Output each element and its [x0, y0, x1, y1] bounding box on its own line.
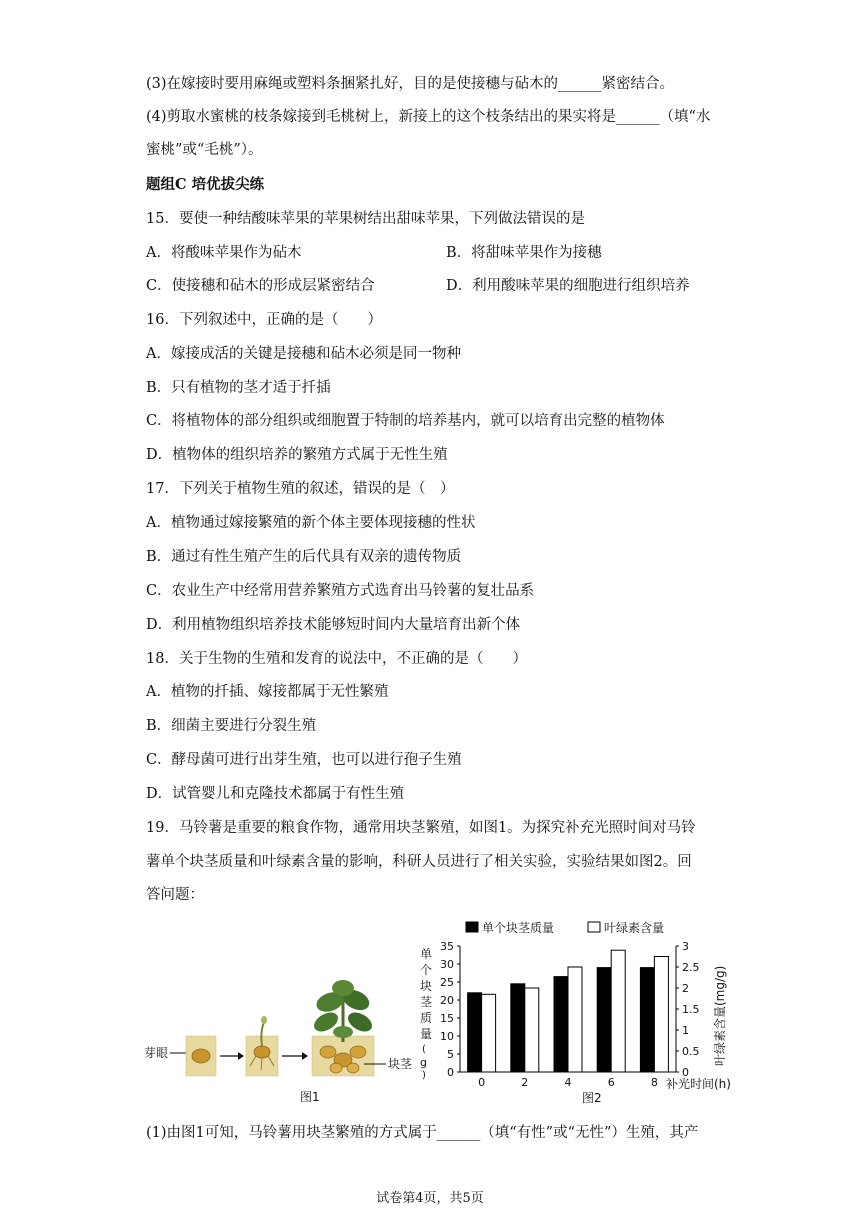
arrow-2-head [302, 1052, 308, 1060]
svg-text:个: 个 [420, 963, 433, 977]
figure-2-caption: 图2 [582, 1091, 602, 1105]
figure-2-chart [408, 914, 748, 1110]
svg-text:块: 块 [420, 979, 433, 993]
question-16-option-c: C．将植物体的部分组织或细胞置于特制的培养基内，就可以培育出完整的植物体 [146, 413, 665, 429]
left-axis-title [420, 947, 433, 1081]
question-17-option-c: C．农业生产中经常用营养繁殖方式选育出马铃薯的复壮品系 [146, 583, 535, 599]
x-tick-label: 8 [650, 1076, 658, 1089]
question-15: 15．要使一种结酸味苹果的苹果树结出甜味苹果，下列做法错误的是 [146, 211, 585, 227]
question-14-part-4: (4)剪取水蜜桃的枝条嫁接到毛桃树上，新接上的这个枝条结出的果实将是______（填“水 [146, 109, 711, 125]
question-18-option-d: D．试管婴儿和克隆技术都属于有性生殖 [146, 786, 405, 802]
arrow-1-head [238, 1052, 244, 1060]
new-tuber [350, 1046, 366, 1058]
question-16-option-a: A．嫁接成活的关键是接穗和砧木必须是同一物种 [146, 346, 461, 362]
question-18-option-b: B．细菌主要进行分裂生殖 [146, 718, 317, 734]
bar-chlorophyll [568, 967, 582, 1072]
right-tick-label: 1 [682, 1024, 689, 1037]
tuber-label: 块茎 [388, 1057, 413, 1071]
svg-text:单: 单 [420, 947, 433, 961]
question-16-option-d: D．植物体的组织培养的繁殖方式属于无性生殖 [146, 447, 448, 463]
question-19-cont-2: 答问题： [146, 887, 204, 903]
question-15-option-b: B．将甜味苹果作为接穗 [446, 245, 602, 261]
legend-chlorophyll: 叶绿素含量 [604, 921, 665, 935]
right-tick-label: 3 [682, 940, 689, 953]
question-16-option-b: B．只有植物的茎才适于扦插 [146, 380, 331, 396]
bar-chlorophyll [611, 950, 625, 1072]
question-15-option-d: D．利用酸味苹果的细胞进行组织培养 [446, 278, 690, 294]
bar-tuber-mass [640, 968, 654, 1072]
bar-tuber-mass [554, 977, 568, 1072]
bar-tuber-mass [511, 984, 525, 1072]
new-tuber [320, 1046, 336, 1058]
legend-swatch-chlorophyll [588, 922, 600, 932]
left-tick-label: 5 [447, 1048, 454, 1061]
new-tuber [330, 1063, 342, 1073]
left-tick-label: 0 [447, 1066, 454, 1079]
question-17-option-a: A．植物通过嫁接繁殖的新个体主要体现接穗的性状 [146, 515, 476, 531]
svg-text:茎: 茎 [420, 995, 433, 1009]
bar-tuber-mass [597, 968, 611, 1072]
question-19: 19．马铃薯是重要的粮食作物，通常用块茎繁殖，如图1。为探究补充光照时间对马铃 [146, 820, 696, 836]
question-16: 16．下列叙述中，正确的是（ ） [146, 312, 382, 328]
svg-text:质: 质 [420, 1011, 433, 1025]
bar-chlorophyll [525, 988, 539, 1072]
figure-1 [140, 979, 433, 1105]
left-tick-label: 35 [440, 940, 454, 953]
figure-1-caption: 图1 [300, 1090, 320, 1104]
right-tick-label: 1.5 [682, 1003, 700, 1016]
legend-swatch-tuber-mass [466, 922, 478, 932]
seed-tuber [192, 1049, 210, 1063]
svg-text:量: 量 [420, 1027, 433, 1041]
legend-tuber-mass: 单个块茎质量 [482, 921, 555, 935]
question-17: 17．下列关于植物生殖的叙述，错误的是（ ） [146, 481, 455, 497]
page-footer: 试卷第4页，共5页 [376, 1191, 484, 1206]
question-15-option-c: C．使接穗和砧木的形成层紧密结合 [146, 278, 375, 294]
svg-text:): ) [422, 1070, 426, 1081]
question-19-part-1: (1)由图1可知，马铃薯用块茎繁殖的方式属于______（填“有性”或“无性”）生殖，其产 [146, 1125, 699, 1141]
question-18-option-a: A．植物的扦插、嫁接都属于无性繁殖 [146, 684, 389, 700]
question-18: 18．关于生物的生殖和发育的说法中，不正确的是（ ） [146, 651, 527, 667]
question-17-option-b: B．通过有性生殖产生的后代具有双亲的遗传物质 [146, 549, 462, 565]
svg-text:(: ( [422, 1044, 426, 1055]
left-tick-label: 25 [440, 976, 454, 989]
left-tick-label: 15 [440, 1012, 454, 1025]
question-18-option-c: C．酵母菌可进行出芽生殖，也可以进行孢子生殖 [146, 752, 462, 768]
right-tick-label: 0 [682, 1066, 689, 1079]
x-tick-label: 6 [607, 1076, 615, 1089]
question-17-option-d: D．利用植物组织培养技术能够短时间内大量培育出新个体 [146, 617, 521, 633]
question-19-cont: 薯单个块茎质量和叶绿素含量的影响，科研人员进行了相关实验，实验结果如图2。回 [146, 854, 692, 870]
x-tick-label: 4 [564, 1076, 572, 1089]
new-tuber [347, 1063, 359, 1073]
potato-leaf [333, 1026, 353, 1038]
right-tick-label: 2 [682, 982, 689, 995]
bar-chlorophyll [482, 994, 496, 1072]
x-tick-label: 0 [478, 1076, 486, 1089]
x-axis-label: 补光时间(h) [666, 1077, 731, 1091]
bar-chlorophyll [654, 957, 668, 1073]
section-heading: 题组C 培优拔尖练 [146, 176, 265, 193]
question-15-option-a: A．将酸味苹果作为砧木 [146, 245, 302, 261]
question-14-part-4-cont: 蜜桃”或“毛桃”）。 [146, 142, 263, 158]
bar-tuber-mass [468, 993, 482, 1072]
sprouting-tuber [254, 1046, 270, 1058]
x-tick-label: 2 [521, 1076, 529, 1089]
plot-area [440, 940, 700, 1089]
left-tick-label: 30 [440, 958, 454, 971]
potato-leaf [332, 980, 354, 996]
right-tick-label: 2.5 [682, 961, 700, 974]
svg-text:g: g [420, 1056, 427, 1069]
right-axis-title: 叶绿素含量(mg/g) [713, 965, 727, 1066]
left-tick-label: 20 [440, 994, 454, 1007]
bud-label: 芽眼 [144, 1046, 169, 1060]
right-tick-label: 0.5 [682, 1045, 700, 1058]
sprout-tip [261, 1016, 267, 1024]
question-14-part-3: (3)在嫁接时要用麻绳或塑料条捆紧扎好，目的是使接穗与砧木的______紧密结合。 [146, 76, 675, 92]
left-tick-label: 10 [440, 1030, 454, 1043]
